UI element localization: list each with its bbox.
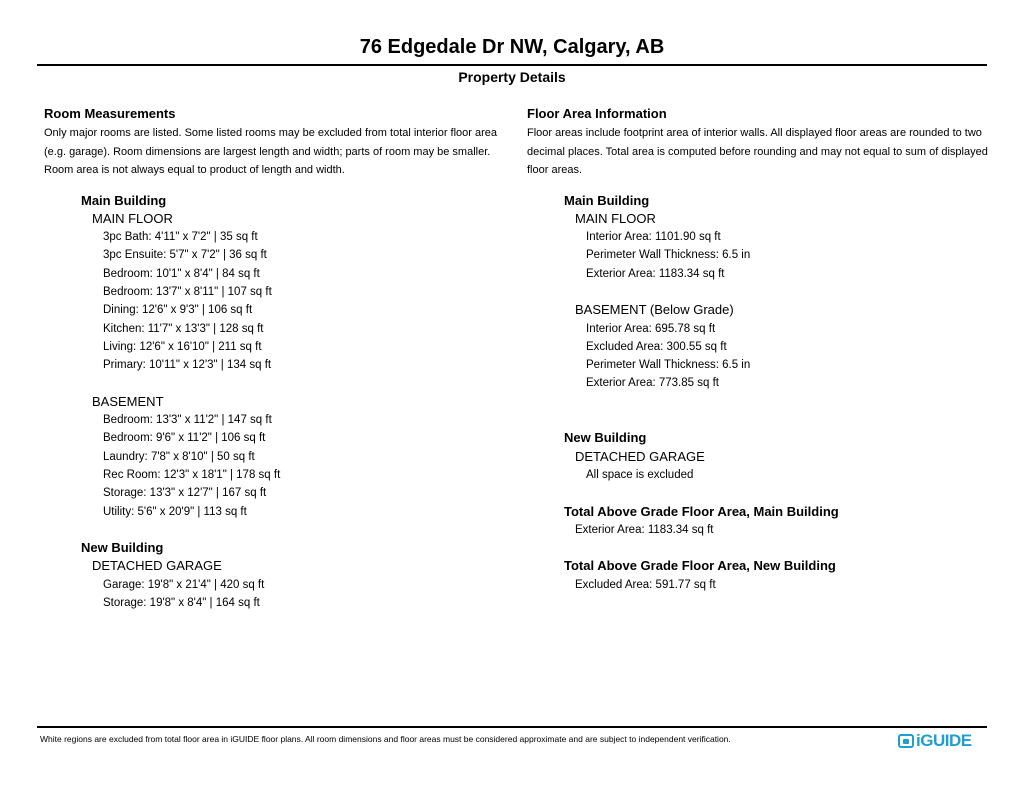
floor-name: BASEMENT — [92, 393, 164, 409]
desc-line: Only major rooms are listed. Some listed rooms may be excluded from total interior floor area — [44, 127, 498, 139]
area-item: Excluded Area: 300.55 sq ft — [586, 340, 727, 353]
area-item: Perimeter Wall Thickness: 6.5 in — [586, 359, 751, 372]
spacer — [527, 283, 997, 301]
floor-name: DETACHED GARAGE — [575, 448, 705, 464]
building-name: Main Building — [564, 192, 650, 208]
floor-name: MAIN FLOOR — [92, 210, 173, 226]
iguide-logo — [898, 731, 972, 751]
room-item: Bedroom: 13'7" x 8'11" | 107 sq ft — [103, 285, 272, 298]
total-title: Total Above Grade Floor Area, New Building — [564, 558, 836, 574]
room-tree — [44, 192, 514, 613]
total-title: Total Above Grade Floor Area, Main Building — [564, 503, 839, 519]
desc-line: Floor areas include footprint area of interior walls. All displayed floor areas are rounded to two — [527, 127, 982, 139]
floor-area-title: Floor Area Information — [527, 106, 667, 121]
room-item: Utility: 5'6" x 20'9" | 113 sq ft — [103, 505, 247, 518]
desc-line: floor areas. — [527, 164, 583, 176]
desc-line: Room area is not always equal to product of length and width. — [44, 164, 345, 176]
logo-text: iGUIDE — [916, 731, 972, 750]
spacer — [527, 484, 997, 502]
room-item: Rec Room: 12'3" x 18'1" | 178 sq ft — [103, 468, 281, 481]
room-item: Bedroom: 10'1" x 8'4" | 84 sq ft — [103, 267, 260, 280]
floor-name: DETACHED GARAGE — [92, 558, 222, 574]
room-item: Bedroom: 9'6" x 11'2" | 106 sq ft — [103, 432, 266, 445]
room-item: Bedroom: 13'3" x 11'2" | 147 sq ft — [103, 414, 272, 427]
total-value: Excluded Area: 591.77 sq ft — [575, 578, 716, 591]
room-item: Garage: 19'8" x 21'4" | 420 sq ft — [103, 578, 265, 591]
room-item: 3pc Bath: 4'11" x 7'2" | 35 sq ft — [103, 231, 258, 244]
room-item: Dining: 12'6" x 9'3" | 106 sq ft — [103, 304, 253, 317]
room-item: 3pc Ensuite: 5'7" x 7'2" | 36 sq ft — [103, 249, 267, 262]
area-item: Interior Area: 695.78 sq ft — [586, 322, 716, 335]
building-name: Main Building — [81, 192, 167, 208]
footer-disclaimer: White regions are excluded from total floor area in iGUIDE floor plans. All room dimensions and floor areas must be considered approximate and are subject to independent verification. — [40, 734, 731, 744]
footer-rule — [37, 726, 987, 728]
room-measurements-section — [44, 105, 514, 612]
title-rule — [37, 64, 987, 66]
building-name: New Building — [564, 430, 647, 446]
room-item: Living: 12'6" x 16'10" | 211 sq ft — [103, 340, 262, 353]
room-item: Storage: 19'8" x 8'4" | 164 sq ft — [103, 597, 260, 610]
room-item: Kitchen: 11'7" x 13'3" | 128 sq ft — [103, 322, 264, 335]
desc-line: (e.g. garage). Room dimensions are largest length and width; parts of room may be smaller. — [44, 145, 491, 158]
desc-line: decimal places. Total area is computed before rounding and may not equal to sum of displayed — [527, 145, 988, 158]
floor-name: BASEMENT (Below Grade) — [575, 302, 734, 318]
area-item: Exterior Area: 773.85 sq ft — [586, 377, 719, 390]
floor-name: MAIN FLOOR — [575, 210, 656, 226]
room-item: Primary: 10'11" x 12'3" | 134 sq ft — [103, 359, 272, 372]
area-item: All space is excluded — [586, 468, 694, 481]
area-item: Exterior Area: 1183.34 sq ft — [586, 267, 725, 280]
floor-area-tree — [527, 192, 997, 595]
spacer — [527, 539, 997, 557]
spacer — [44, 521, 514, 539]
total-value: Exterior Area: 1183.34 sq ft — [575, 523, 714, 536]
spacer — [527, 411, 997, 429]
room-measurements-title: Room Measurements — [44, 106, 176, 121]
spacer — [527, 393, 997, 411]
spacer — [44, 374, 514, 392]
area-item: Interior Area: 1101.90 sq ft — [586, 231, 721, 244]
area-item: Perimeter Wall Thickness: 6.5 in — [586, 249, 751, 262]
room-item: Laundry: 7'8" x 8'10" | 50 sq ft — [103, 450, 255, 463]
page-title: 76 Edgedale Dr NW, Calgary, AB — [359, 36, 665, 58]
floor-area-description — [527, 124, 997, 180]
room-measurements-description — [44, 124, 514, 180]
page-subtitle: Property Details — [458, 69, 566, 85]
room-item: Storage: 13'3" x 12'7" | 167 sq ft — [103, 487, 267, 500]
building-name: New Building — [81, 540, 164, 556]
iguide-logo-icon — [898, 733, 914, 749]
floor-area-section — [527, 105, 997, 594]
